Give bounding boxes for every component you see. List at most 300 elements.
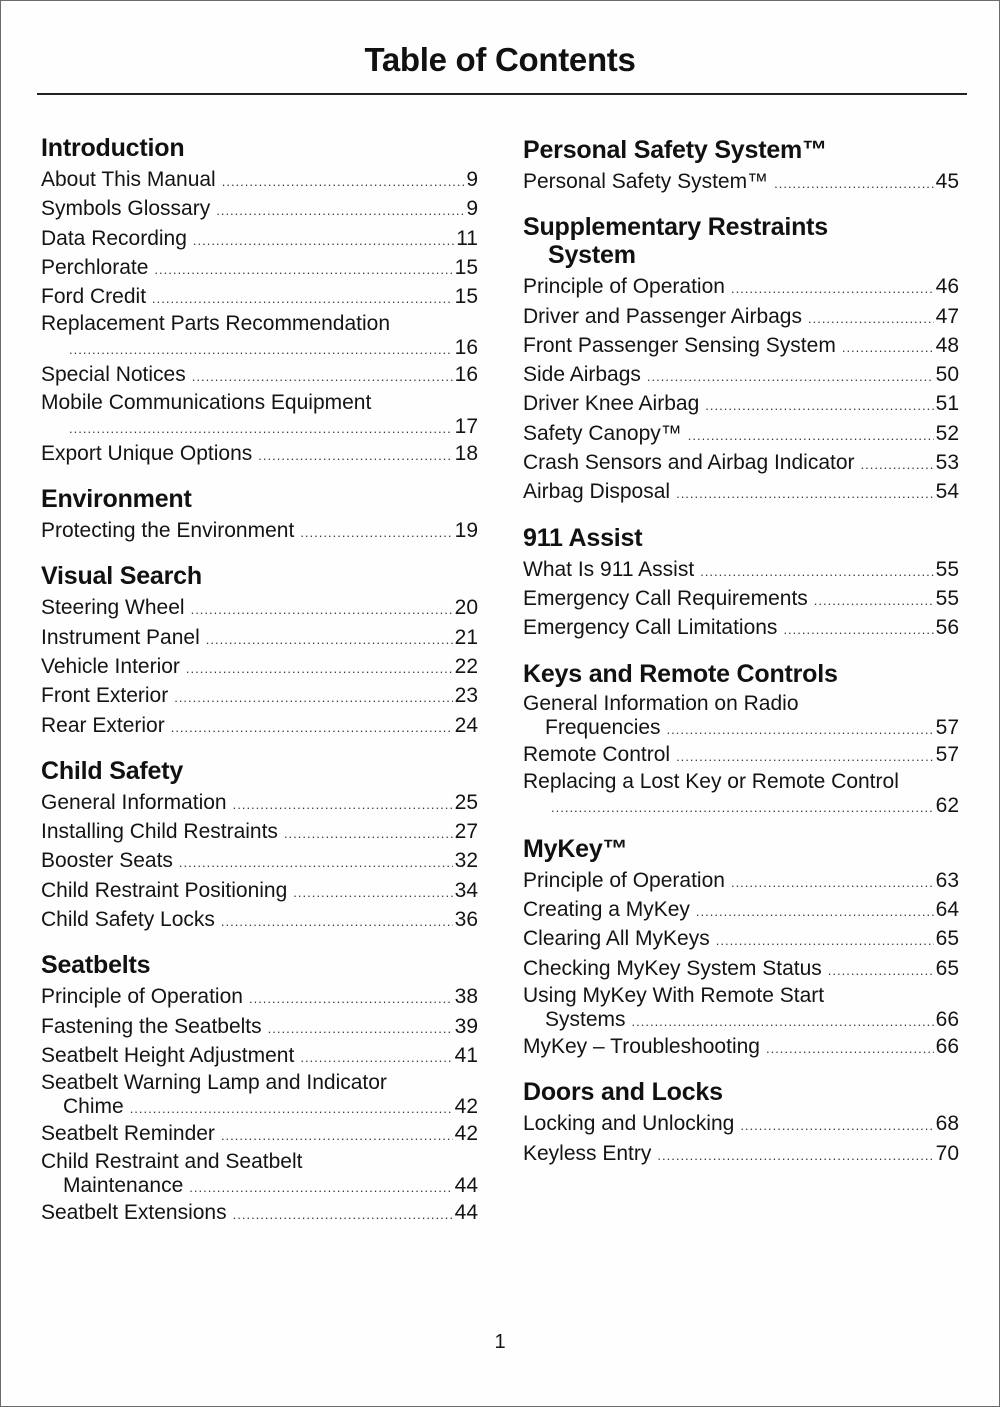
toc-entry[interactable] [41,905,478,934]
entry-page-number: 53 [935,451,959,475]
entry-continuation-row [523,716,959,740]
leader-dots [154,255,452,284]
leader-dots [174,683,452,712]
entry-page-number: 41 [454,1043,478,1067]
entry-row [523,302,959,331]
leader-dots [249,984,453,1013]
entry-title: Principle of Operation [523,275,725,299]
entry-row [41,711,478,740]
toc-entry[interactable] [523,954,959,983]
leader-dots [705,391,933,420]
entry-title-continued: Chime [63,1095,124,1119]
toc-entry[interactable] [523,740,959,769]
toc-entry[interactable] [523,389,959,418]
leader-dots [179,848,453,877]
entry-continuation-row [41,1095,478,1119]
entry-title: Ford Credit [41,285,147,309]
toc-entry[interactable] [523,769,959,818]
leader-dots [808,304,934,333]
leader-dots [152,284,453,313]
entry-title: Emergency Call Limitations [523,616,778,640]
toc-entry[interactable] [523,924,959,953]
entry-title: Locking and Unlocking [523,1112,735,1136]
entry-title: Protecting the Environment [41,519,295,543]
entry-page-number: 64 [935,898,959,922]
section-heading-line: Visual Search [41,562,202,591]
entry-row [523,1139,959,1168]
entry-title: Principle of Operation [41,985,243,1009]
toc-entry[interactable] [41,390,478,439]
toc-entry[interactable] [523,477,959,506]
leader-dots [186,654,453,683]
entry-title-row [523,769,959,794]
entry-page-number: 9 [466,197,478,221]
entry-title: Seatbelt Extensions [41,1200,227,1224]
section-heading [523,136,959,164]
page-title: Table of Contents [364,41,636,78]
entry-page-number: 34 [454,878,478,902]
entry-page-number: 42 [454,1095,478,1119]
toc-entry[interactable] [41,360,478,389]
section-heading [523,1078,959,1106]
toc-entry[interactable] [523,895,959,924]
entry-title: MyKey – Troubleshooting [523,1035,760,1059]
toc-entry[interactable] [41,253,478,282]
section-heading-line: Keys and Remote Controls [523,659,838,688]
toc-entry[interactable] [523,1109,959,1138]
leader-dots [696,897,934,926]
section-heading [41,562,478,590]
entry-title: Principle of Operation [523,868,725,892]
entry-row [523,613,959,642]
entry-row [523,866,959,895]
section-heading-line: Supplementary Restraints [523,213,829,242]
entry-row [41,282,478,311]
entry-title-row [41,311,478,336]
leader-dots [171,713,453,742]
toc-column-left [41,134,478,1244]
leader-dots [206,625,453,654]
entry-page-number: 15 [454,255,478,279]
entry-title-row [41,390,478,415]
section-heading [41,485,478,513]
entry-row [41,817,478,846]
entry-title: Seatbelt Reminder [41,1122,215,1146]
entry-title: Safety Canopy™ [523,421,682,445]
toc-section-doors-and-locks [523,1078,959,1168]
entry-page-number: 16 [454,336,478,360]
title-divider [37,93,967,95]
entry-title: Seatbelt Height Adjustment [41,1043,295,1067]
entry-title-row [41,1149,478,1174]
entry-title: Child Safety Locks [41,908,215,932]
entry-page-number: 66 [935,1035,959,1059]
toc-entry[interactable] [41,846,478,875]
entry-page-number: 54 [935,480,959,504]
entry-leader-row [523,794,959,818]
entry-page-number: 48 [935,333,959,357]
toc-entry[interactable] [41,194,478,223]
leader-dots [233,1200,453,1229]
leader-dots [284,819,453,848]
entry-title: Checking MyKey System Status [523,956,822,980]
section-heading [523,213,959,269]
toc-entry[interactable] [523,866,959,895]
leader-dots [647,362,934,391]
entry-row [41,593,478,622]
entry-page-number: 45 [935,170,959,193]
entry-row [523,360,959,389]
leader-dots [300,1043,452,1072]
leader-dots [688,421,934,450]
entry-row [523,448,959,477]
leader-dots [130,1097,453,1121]
entry-row [523,419,959,448]
leader-dots [293,878,452,907]
toc-section-personal-safety-system [523,136,959,196]
section-heading [523,660,959,688]
toc-entry[interactable] [523,584,959,613]
toc-entry[interactable] [523,613,959,642]
entry-page-number: 44 [454,1200,478,1224]
entry-title: Perchlorate [41,255,149,279]
section-heading [41,951,478,979]
entry-leader-row [41,415,478,439]
leader-dots [221,1121,453,1150]
entry-title: Vehicle Interior [41,654,180,678]
entry-row [41,360,478,389]
section-heading-line: Child Safety [41,756,184,785]
leader-dots [676,742,934,771]
toc-entry[interactable] [41,311,478,360]
entry-page-number: 16 [454,363,478,387]
leader-dots [192,362,453,391]
entry-page-number: 21 [454,625,478,649]
entry-page-number: 57 [935,742,959,766]
entry-title: Crash Sensors and Airbag Indicator [523,451,855,475]
leader-dots [191,595,453,624]
toc-entry[interactable] [41,1041,478,1070]
leader-dots [300,518,452,547]
leader-dots [258,441,452,470]
entry-page-number: 15 [454,285,478,309]
entry-page-number: 38 [454,985,478,1009]
toc-entry[interactable] [41,1198,478,1227]
entry-page-number: 47 [935,304,959,328]
toc-entry[interactable] [41,982,478,1011]
entry-row [41,788,478,817]
toc-section-environment [41,485,478,545]
toc-entry[interactable] [523,1139,959,1168]
section-heading [523,835,959,863]
entry-title: Clearing All MyKeys [523,927,710,951]
leader-dots [716,926,934,955]
toc-entry[interactable] [41,1012,478,1041]
toc-entry[interactable] [41,516,478,545]
entry-title: What Is 911 Assist [523,557,695,581]
toc-section-introduction [41,134,478,468]
leader-dots [657,1141,933,1170]
entry-page-number: 20 [454,596,478,620]
entry-title: Driver Knee Airbag [523,392,700,416]
leader-dots [69,417,453,441]
toc-entry[interactable] [523,448,959,477]
toc-section-visual-search [41,562,478,739]
toc-entry[interactable] [41,439,478,468]
leader-dots [700,557,933,586]
entry-page-number: 65 [935,927,959,951]
entry-page-number: 39 [454,1014,478,1038]
entry-page-number: 23 [454,684,478,708]
leader-dots [189,1176,452,1200]
leader-dots [216,196,464,225]
entry-title: Front Passenger Sensing System [523,333,836,357]
entry-title: Booster Seats [41,849,173,873]
toc-entry[interactable] [523,331,959,360]
leader-dots [551,796,934,820]
entry-row [523,1032,959,1061]
entry-title: Replacing a Lost Key or Remote Control [523,769,899,793]
entry-continuation-row [41,1174,478,1198]
leader-dots [69,338,453,362]
entry-title: Fastening the Seatbelts [41,1014,262,1038]
leader-dots [667,718,934,742]
section-heading-line: Introduction [41,134,185,162]
entry-title-row [523,691,959,716]
section-heading-line: System [548,241,636,270]
entry-title: Emergency Call Requirements [523,586,808,610]
leader-dots [783,615,933,644]
entry-row [523,272,959,301]
leader-dots [740,1111,933,1140]
entry-title: Side Airbags [523,363,641,387]
section-heading [41,757,478,785]
toc-entry[interactable] [41,593,478,622]
entry-row [523,389,959,418]
section-heading-line: Doors and Locks [523,1078,723,1107]
entry-title: Data Recording [41,226,187,250]
section-heading-line: 911 Assist [523,523,643,552]
entry-row [41,652,478,681]
entry-row [41,681,478,710]
toc-section-911-assist [523,524,959,643]
section-heading [41,134,478,162]
entry-title: Driver and Passenger Airbags [523,304,802,328]
entry-page-number: 27 [454,820,478,844]
entry-page-number: 68 [935,1112,959,1136]
entry-title-continued: Systems [545,1008,626,1032]
entry-row [41,1198,478,1227]
entry-title: Airbag Disposal [523,480,671,504]
toc-entry[interactable] [41,652,478,681]
entry-title: Steering Wheel [41,596,185,620]
leader-dots [828,956,934,985]
entry-title: Rear Exterior [41,713,165,737]
toc-entry[interactable] [523,691,959,740]
entry-page-number: 32 [454,849,478,873]
toc-entry[interactable] [41,1070,478,1119]
entry-continuation-row [523,1008,959,1032]
entry-title: Front Exterior [41,684,169,708]
entry-title-continued: Frequencies [545,715,661,739]
entry-page-number: 51 [935,392,959,416]
entry-title: Child Restraint Positioning [41,878,288,902]
entry-page-number: 36 [454,908,478,932]
entry-row [523,1109,959,1138]
section-heading-line: Personal Safety System™ [523,136,827,164]
leader-dots [268,1014,453,1043]
entry-page-number: 46 [935,275,959,299]
entry-title-continued: Maintenance [63,1173,184,1197]
entry-title-row [41,1070,478,1095]
entry-row [41,224,478,253]
toc-entry[interactable] [41,817,478,846]
leader-dots [233,790,453,819]
entry-page-number: 55 [935,557,959,581]
entry-page-number: 24 [454,713,478,737]
entry-page-number: 42 [454,1122,478,1146]
entry-title: General Information on Radio [523,691,799,715]
toc-section-supplementary-restraints [523,213,959,506]
toc-entry[interactable] [523,272,959,301]
entry-title: Symbols Glossary [41,197,211,221]
leader-dots [221,907,453,936]
toc-entry[interactable] [41,623,478,652]
toc-entry[interactable] [41,1149,478,1198]
entry-title: About This Manual [41,168,216,191]
entry-row [523,167,959,196]
entry-row [523,895,959,924]
entry-row [41,194,478,223]
entry-page-number: 66 [935,1008,959,1032]
entry-row [41,1012,478,1041]
entry-title: Special Notices [41,363,186,387]
entry-page-number: 50 [935,363,959,387]
entry-title: Mobile Communications Equipment [41,390,372,414]
leader-dots [766,1034,934,1063]
entry-row [41,1119,478,1148]
entry-row [523,924,959,953]
toc-section-mykey [523,835,959,1061]
toc-entry[interactable] [41,788,478,817]
leader-dots [731,868,934,897]
entry-title: Seatbelt Warning Lamp and Indicator [41,1071,387,1095]
leader-dots [814,586,934,615]
toc-section-seatbelts [41,951,478,1226]
toc-entry[interactable] [523,419,959,448]
section-heading-line: Environment [41,485,192,514]
entry-row [41,516,478,545]
leader-dots [861,450,934,479]
leader-dots [842,333,934,362]
entry-title: Installing Child Restraints [41,820,278,844]
entry-row [41,1041,478,1070]
page-number: 1 [494,1331,506,1353]
toc-entry[interactable] [523,302,959,331]
entry-title: Replacement Parts Recommendation [41,312,391,336]
toc-section-keys-and-remote-controls [523,660,959,818]
entry-page-number: 25 [454,790,478,814]
toc-entry[interactable] [523,1032,959,1061]
entry-title: Creating a MyKey [523,898,690,922]
toc-entry[interactable] [523,983,959,1032]
entry-page-number: 18 [454,441,478,465]
entry-page-number: 55 [935,586,959,610]
leader-dots [731,274,934,303]
entry-page-number: 17 [454,414,478,438]
entry-page-number: 52 [935,421,959,445]
entry-page-number: 70 [935,1141,959,1165]
section-heading [523,524,959,552]
toc-entry[interactable] [41,224,478,253]
entry-page-number: 19 [454,519,478,543]
entry-page-number: 56 [935,616,959,640]
entry-title: General Information [41,790,227,814]
entry-page-number: 22 [454,654,478,678]
entry-title: Child Restraint and Seatbelt [41,1149,303,1173]
entry-page-number: 44 [454,1173,478,1197]
entry-page-number: 65 [935,956,959,980]
toc-entry[interactable] [41,681,478,710]
leader-dots [676,479,934,508]
entry-title: Personal Safety System™ [523,170,769,193]
entry-page-number: 62 [935,793,959,817]
entry-page-number: 9 [466,168,478,191]
toc-entry[interactable] [523,167,959,196]
entry-row [41,439,478,468]
leader-dots [193,226,454,255]
toc-section-child-safety [41,757,478,934]
entry-row [41,876,478,905]
leader-dots [632,1010,934,1034]
leader-dots [774,169,934,198]
entry-page-number: 11 [456,226,478,250]
entry-title-row [523,983,959,1008]
entry-row [523,740,959,769]
entry-row [41,846,478,875]
entry-leader-row [41,336,478,360]
entry-row [523,555,959,584]
entry-row [523,331,959,360]
toc-entry[interactable] [523,555,959,584]
entry-row [41,982,478,1011]
entry-title: Export Unique Options [41,441,253,465]
toc-column-right [523,136,959,1185]
entry-row [41,905,478,934]
toc-entry[interactable] [41,711,478,740]
entry-row [41,165,478,194]
toc-entry[interactable] [41,1119,478,1148]
entry-row [523,477,959,506]
entry-row [41,623,478,652]
toc-entry[interactable] [41,282,478,311]
toc-entry[interactable] [41,165,478,194]
entry-title: Remote Control [523,742,671,766]
section-heading-line: Seatbelts [41,951,151,980]
entry-row [41,253,478,282]
entry-title: Keyless Entry [523,1141,652,1165]
section-heading-line: MyKey™ [523,834,628,863]
entry-title: Using MyKey With Remote Start [523,984,825,1008]
toc-entry[interactable] [523,360,959,389]
leader-dots [222,167,465,196]
entry-page-number: 57 [935,715,959,739]
toc-entry[interactable] [41,876,478,905]
entry-row [523,584,959,613]
entry-page-number: 63 [935,868,959,892]
entry-title: Instrument Panel [41,625,200,649]
entry-row [523,954,959,983]
